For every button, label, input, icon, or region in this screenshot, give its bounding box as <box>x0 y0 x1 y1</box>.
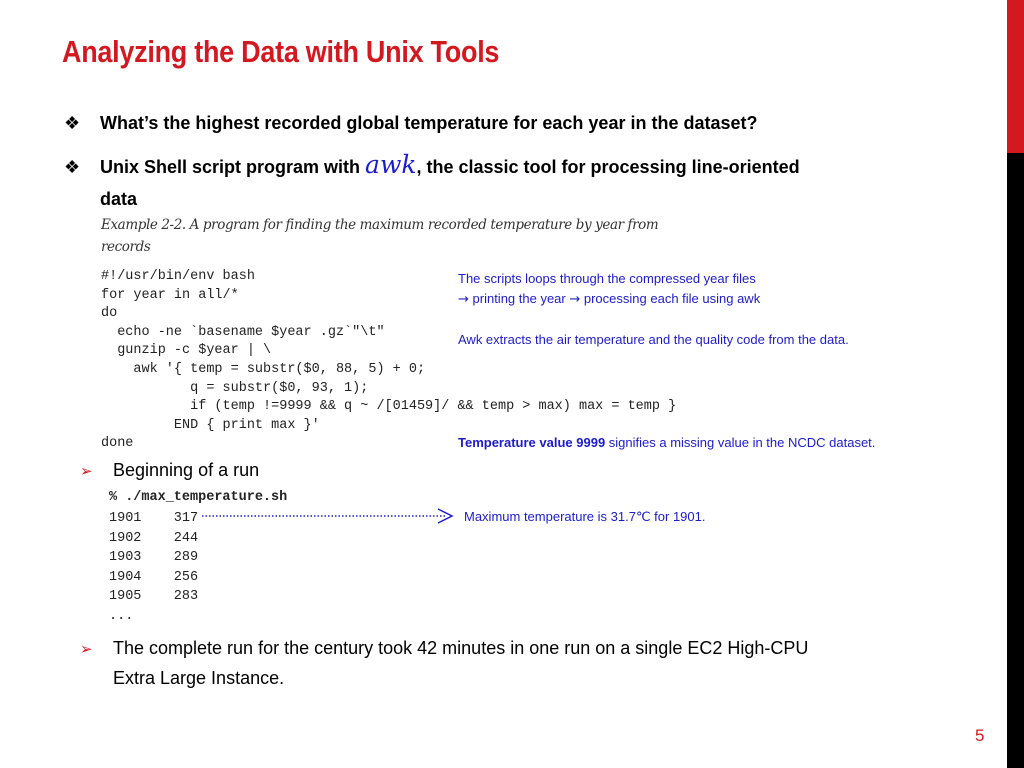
diamond-bullet-icon: ❖ <box>64 157 81 177</box>
bullet-awk-prefix: Unix Shell script program with <box>100 157 366 177</box>
arrow-bullet-icon: ➢ <box>80 463 93 480</box>
annotation-missing-rest: signifies a missing value in the NCDC dataset. <box>605 435 876 450</box>
annotation-step-1: printing the year <box>468 291 570 306</box>
arrow-bullet-icon: ➢ <box>80 641 93 658</box>
annotation-awk-extract: Awk extracts the air temperature and the quality code from the data. <box>458 332 849 347</box>
summary-line: Extra Large Instance. <box>113 668 285 688</box>
caption-line: records <box>101 239 151 255</box>
diamond-bullet-icon: ❖ <box>64 113 81 133</box>
page-number: 5 <box>975 726 985 745</box>
awk-script-code: #!/usr/bin/env bash for year in all/* do echo -ne `basename $year .gz`"\t" gunzip -c $year | \ awk '{ temp = substr($0, 88, 5) + 0; q = substr($0, 93, 1); if (temp !=9999 && q ~ /[01459]/ && temp > max) max = temp } END { print max }' done <box>101 269 677 452</box>
bullet-awk-suffix: , the classic tool for processing line-oriented <box>416 157 800 177</box>
annotation-steps <box>458 291 760 307</box>
bullet-awk-line2: data <box>100 189 138 209</box>
side-accent-bar-red <box>1007 0 1024 153</box>
awk-keyword: awk <box>365 150 417 179</box>
side-accent-bar-dark <box>1007 153 1024 768</box>
dotted-arrow-connector <box>202 506 457 526</box>
right-arrow-icon: → <box>569 292 581 307</box>
slide-title: Analyzing the Data with Unix Tools <box>62 34 500 69</box>
right-arrow-icon: → <box>458 292 469 307</box>
annotation-missing-bold: Temperature value 9999 <box>458 435 606 450</box>
caption-line: Example 2-2. A program for finding the maximum recorded temperature by year from <box>101 217 659 233</box>
example-caption <box>101 214 701 258</box>
run-command: % ./max_temperature.sh <box>109 490 288 505</box>
summary-line: The complete run for the century took 42 minutes in one run on a single EC2 High-CPU <box>113 638 809 658</box>
annotation-step-2: processing each file using awk <box>580 291 761 306</box>
annotation-loop: The scripts loops through the compressed year files <box>458 271 756 286</box>
bullet-awk-intro <box>100 150 800 182</box>
run-label: Beginning of a run <box>113 460 260 480</box>
annotation-max-temp: Maximum temperature is 31.7℃ for 1901. <box>464 509 706 524</box>
annotation-missing-value <box>458 435 875 450</box>
run-output: 1901 317 1902 244 1903 289 1904 256 1905 283 ... <box>109 511 199 624</box>
bullet-question: What’s the highest recorded global temperature for each year in the dataset? <box>100 113 758 133</box>
